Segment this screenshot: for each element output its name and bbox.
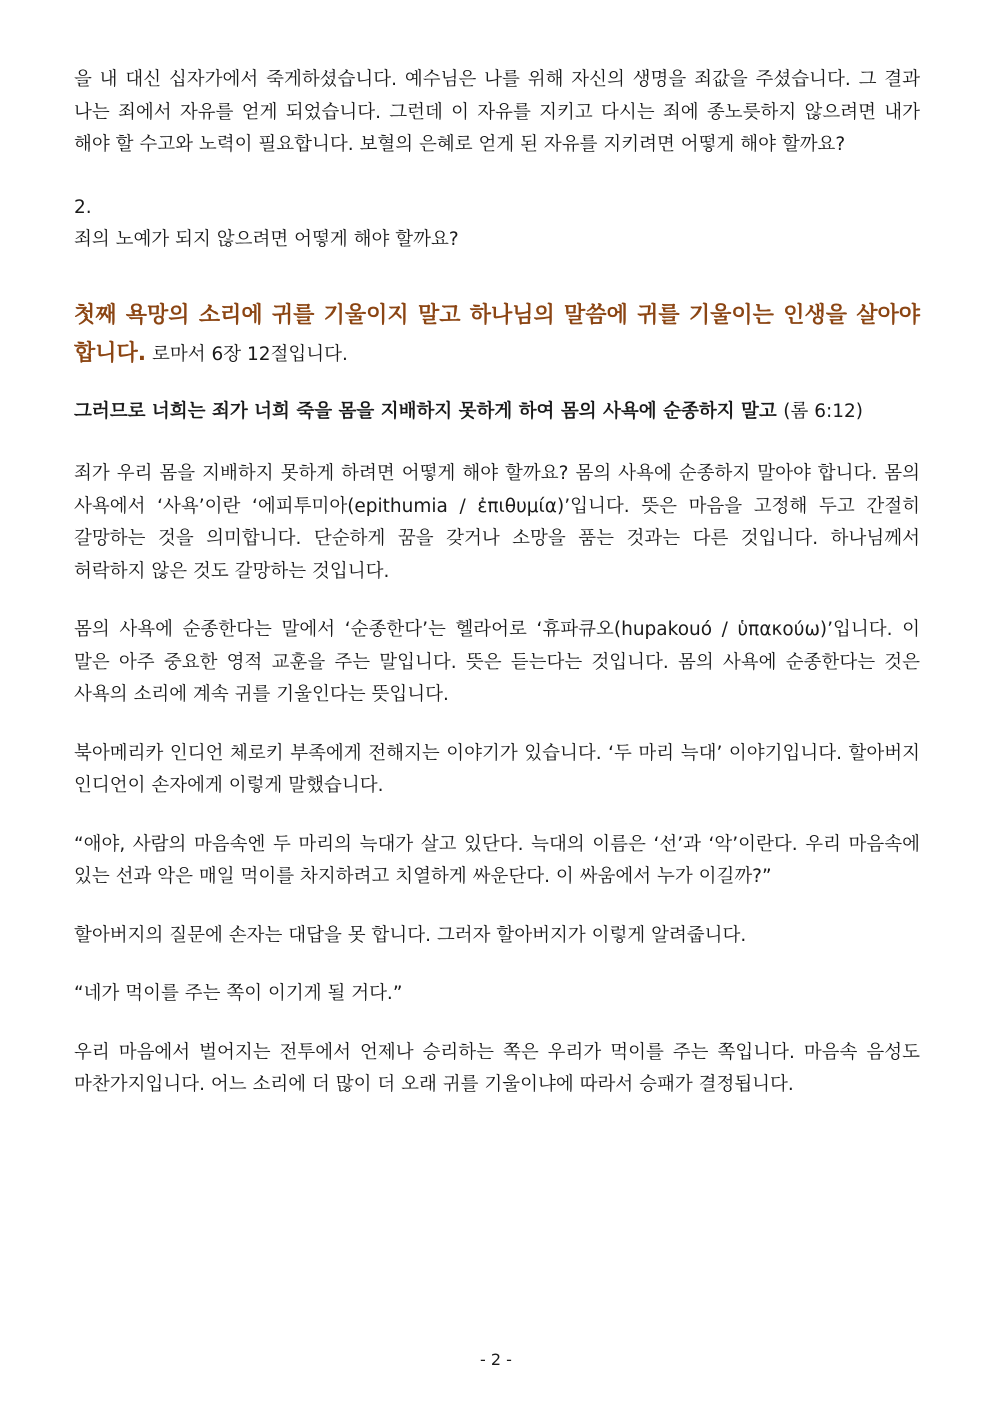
paragraph-grandfather-quote: “애야, 사람의 마음속엔 두 마리의 늑대가 살고 있단다. 늑대의 이름은 ‘선’과 ‘악’이란다. 우리 마음속에 있는 선과 악은 매일 먹이를 차지하려고 치열하게 싸운단다. 이 싸움에서 누가 이길까?” bbox=[74, 833, 920, 887]
page-number: - 2 - bbox=[480, 1350, 512, 1369]
heading-main: 첫째 욕망의 소리에 귀를 기울이지 말고 하나님의 말씀에 귀를 기울이는 인생을 살아야 합니다. bbox=[74, 302, 920, 366]
intro-paragraph: 을 내 대신 십자가에서 죽게하셨습니다. 예수님은 나를 위해 자신의 생명을 죄값을 주셨습니다. 그 결과 나는 죄에서 자유를 얻게 되었습니다. 그런데 이 자유를 지키고 다시는 죄에 종노릇하지 않으려면 내가 해야 할 수고와 노력이 필요합니다. 보혈의 은혜로 얻게 된 자유를 지키려면 어떻게 해야 할까요? bbox=[74, 69, 920, 155]
paragraph-conclusion: 우리 마음에서 벌어지는 전투에서 언제나 승리하는 쪽은 우리가 먹이를 주는 쪽입니다. 마음속 음성도 마찬가지입니다. 어느 소리에 더 많이 더 오래 귀를 기울이냐에 따라서 승패가 결정됩니다. bbox=[74, 1041, 920, 1095]
section-number: 2. bbox=[74, 196, 92, 218]
section-question: 죄의 노예가 되지 않으려면 어떻게 해야 할까요? bbox=[74, 229, 459, 250]
paragraph-epithumia: 죄가 우리 몸을 지배하지 못하게 하려면 어떻게 해야 할까요? 몸의 사욕에 순종하지 말아야 합니다. 몸의 사욕에서 ‘사욕’이란 ‘에피투미아(epithumia / ἐπιθυμία)’입니다. 뜻은 마음을 고정해 두고 간절히 갈망하는 것을 의미합니다. 단순하게 꿈을 갖거나 소망을 품는 것과는 다른 것입니다. 하나님께서 허락하지 않은 것도 갈망하는 것입니다. bbox=[74, 463, 920, 582]
paragraph-grandson: 할아버지의 질문에 손자는 대답을 못 합니다. 그러자 할아버지가 이렇게 알려줍니다. bbox=[74, 924, 747, 946]
document-body bbox=[74, 64, 920, 1102]
heading-reference: 로마서 6장 12절입니다. bbox=[146, 343, 348, 365]
verse-text: 그러므로 너희는 죄가 너희 죽을 몸을 지배하지 못하게 하여 몸의 사욕에 순종하지 말고 bbox=[74, 400, 777, 422]
paragraph-hupakouo: 몸의 사욕에 순종한다는 말에서 ‘순종한다’는 헬라어로 ‘휴파큐오(hupakouó / ὑπακούω)’입니다. 이 말은 아주 중요한 영적 교훈을 주는 말입니다. 뜻은 듣는다는 것입니다. 몸의 사욕에 순종한다는 것은 사욕의 소리에 계속 귀를 기울인다는 뜻입니다. bbox=[74, 619, 920, 705]
section-heading bbox=[74, 297, 920, 374]
scripture-verse bbox=[74, 396, 920, 429]
paragraph-cherokee: 북아메리카 인디언 체로키 부족에게 전해지는 이야기가 있습니다. ‘두 마리 늑대’ 이야기입니다. 할아버지 인디언이 손자에게 이렇게 말했습니다. bbox=[74, 742, 920, 796]
paragraph-answer-quote: “네가 먹이를 주는 쪽이 이기게 될 거다.” bbox=[74, 983, 403, 1004]
verse-citation: (롬 6:12) bbox=[783, 400, 863, 422]
